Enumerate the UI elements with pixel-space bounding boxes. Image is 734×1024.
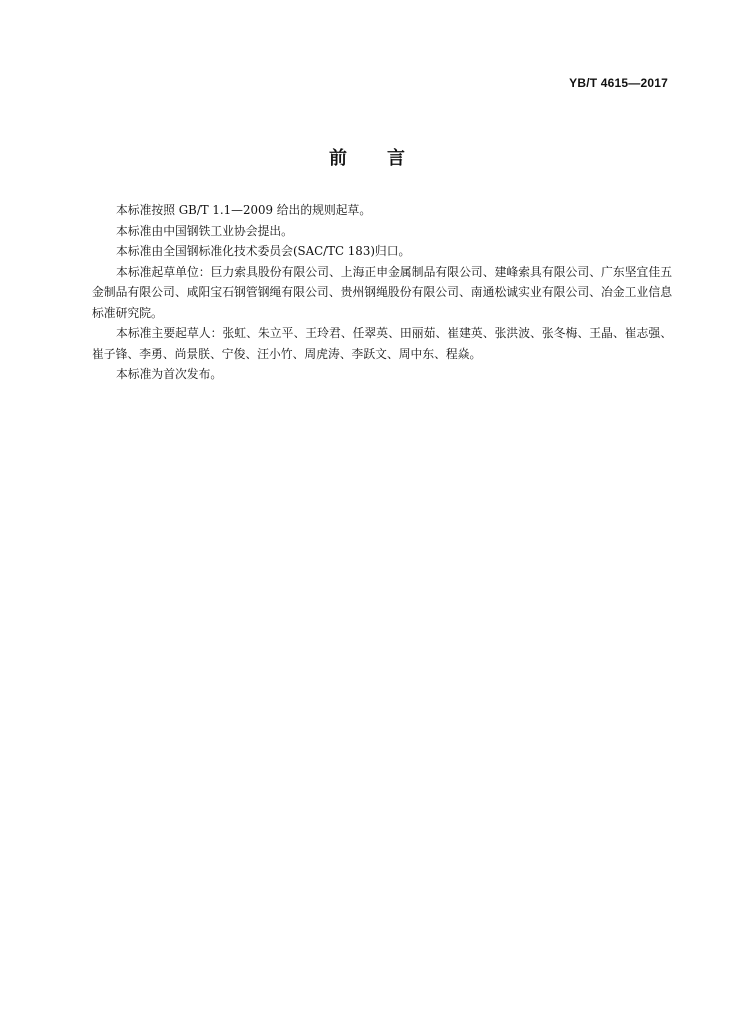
paragraph-drafters: 本标准主要起草人：张虹、朱立平、王玲君、任翠英、田丽茹、崔建英、张洪波、张冬梅、王晶、崔志强、崔子锋、李勇、尚景朕、宁俊、汪小竹、周虎涛、李跃文、周中东、程焱。: [92, 326, 672, 361]
paragraph-proposer: 本标准由中国钢铁工业协会提出。: [116, 223, 293, 238]
paragraph-drafting-rules: 本标准按照 GB/T 1.1—2009 给出的规则起草。: [116, 203, 372, 217]
page-title: 前言: [329, 148, 445, 169]
paragraph-first-release: 本标准为首次发布。: [116, 367, 223, 381]
document-code: YB/T 4615—2017: [569, 76, 668, 90]
paragraph-technical-committee: 本标准由全国钢标准化技术委员会(SAC/TC 183)归口。: [116, 244, 411, 258]
foreword-body: [92, 200, 672, 385]
paragraph-drafting-units: 本标准起草单位：巨力索具股份有限公司、上海正申金属制品有限公司、建峰索具有限公司、广东坚宜佳五金制品有限公司、咸阳宝石钢管钢绳有限公司、贵州钢绳股份有限公司、南通松诚实业有限公司、冶金工业信息标准研究院。: [92, 264, 672, 320]
